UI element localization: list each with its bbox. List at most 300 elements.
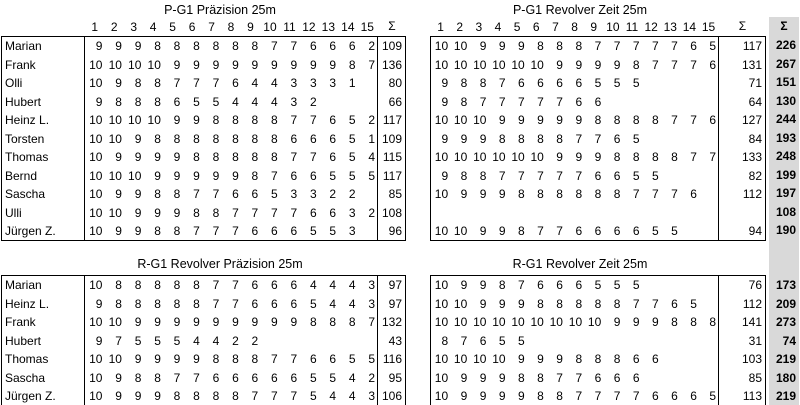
- score-cell: 4: [251, 94, 259, 109]
- score-cell: 6: [575, 278, 583, 292]
- grand-totals-top: [769, 36, 799, 240]
- score-cell: 9: [95, 39, 103, 53]
- score-cell: 7: [498, 168, 506, 183]
- score-cell: 6: [271, 296, 278, 311]
- score-cell: 10: [473, 315, 487, 329]
- column-header: 9: [590, 20, 598, 34]
- score-cell: 5: [368, 168, 376, 183]
- score-cell: 6: [671, 296, 678, 311]
- shooter-name: Olli: [5, 76, 23, 90]
- score-cell: 7: [193, 370, 200, 385]
- score-cell: 7: [251, 389, 259, 403]
- series-sum: [719, 204, 765, 223]
- score-cell: 5: [652, 168, 659, 183]
- score-cell: 10: [434, 370, 449, 385]
- score-row: [85, 111, 377, 130]
- score-cell: 10: [128, 57, 142, 72]
- score-row: [85, 313, 377, 332]
- score-cell: 7: [368, 57, 376, 72]
- sums-p-praezision: [378, 36, 406, 241]
- score-cell: 6: [251, 296, 259, 311]
- series-sum: 115: [382, 150, 402, 164]
- score-cell: 3: [290, 187, 298, 201]
- score-cell: 6: [537, 278, 544, 292]
- score-cell: 2: [368, 205, 376, 220]
- score-cell: 7: [690, 57, 697, 72]
- score-cell: 10: [453, 296, 468, 311]
- score-cell: 5: [671, 224, 678, 238]
- score-cell: 10: [530, 150, 544, 164]
- score-cell: 8: [479, 76, 487, 90]
- score-cell: 9: [498, 389, 506, 403]
- series-sum: 66: [388, 94, 402, 109]
- score-cell: 9: [95, 94, 103, 109]
- series-sum: 82: [748, 168, 762, 183]
- score-cell: 1: [368, 131, 376, 146]
- score-cell: 7: [575, 370, 583, 385]
- table-title-r-praezision: R-G1 Revolver Präzision 25m: [137, 257, 303, 271]
- score-cell: 8: [556, 389, 563, 403]
- score-cell: 3: [368, 296, 376, 311]
- series-sum: 117: [382, 168, 402, 183]
- score-cell: 2: [251, 333, 259, 348]
- score-cell: 8: [115, 94, 122, 109]
- score-cell: 10: [530, 315, 544, 329]
- score-cell: 8: [193, 389, 200, 403]
- score-cell: 5: [348, 150, 356, 164]
- score-cell: [699, 332, 718, 351]
- score-row: [431, 332, 718, 351]
- score-cell: 9: [173, 205, 181, 220]
- score-cell: 8: [594, 187, 602, 201]
- score-cell: 10: [108, 352, 122, 366]
- score-cell: 9: [115, 224, 122, 238]
- score-cell: 9: [460, 370, 468, 385]
- score-cell: 7: [556, 94, 563, 109]
- score-cell: [699, 295, 718, 314]
- score-row: [85, 222, 377, 241]
- score-cell: 8: [613, 187, 621, 201]
- score-cell: [584, 332, 603, 351]
- score-cell: 5: [709, 389, 717, 403]
- score-row: [431, 313, 718, 332]
- scores-p-zeit: [430, 36, 719, 241]
- score-cell: [280, 332, 299, 351]
- score-cell: 2: [368, 370, 376, 385]
- score-cell: 10: [492, 57, 506, 72]
- score-cell: 6: [290, 224, 298, 238]
- score-cell: 5: [212, 94, 220, 109]
- score-cell: 8: [232, 39, 239, 53]
- score-cell: 6: [556, 76, 563, 90]
- score-cell: 5: [613, 76, 621, 90]
- score-cell: 10: [108, 113, 122, 127]
- column-header: 11: [625, 20, 639, 34]
- score-cell: 8: [575, 296, 583, 311]
- score-cell: 9: [498, 224, 506, 238]
- grand-total: 74: [782, 333, 796, 348]
- column-header: 15: [701, 20, 716, 34]
- score-cell: [338, 332, 357, 351]
- score-cell: [319, 332, 338, 351]
- score-cell: 9: [173, 113, 181, 127]
- score-cell: [527, 204, 546, 223]
- column-header: 2: [110, 20, 118, 34]
- score-cell: 6: [309, 205, 317, 220]
- score-cell: 5: [368, 352, 376, 366]
- scores-r-praezision: [84, 275, 378, 405]
- score-cell: 8: [537, 131, 544, 146]
- score-cell: 8: [173, 224, 181, 238]
- score-cell: 6: [290, 131, 298, 146]
- score-cell: 8: [479, 168, 487, 183]
- score-cell: 8: [518, 131, 525, 146]
- score-row: [85, 148, 377, 167]
- score-cell: 9: [441, 131, 449, 146]
- scores-r-zeit: [430, 275, 719, 405]
- score-cell: 10: [89, 131, 103, 146]
- score-cell: 7: [479, 94, 487, 109]
- score-cell: [699, 369, 718, 388]
- score-cell: 9: [329, 57, 337, 72]
- score-cell: 6: [271, 278, 278, 292]
- score-cell: 6: [709, 57, 717, 72]
- series-sum: 117: [742, 39, 762, 53]
- score-cell: 7: [368, 315, 376, 329]
- grand-total: 273: [775, 315, 796, 329]
- score-cell: 8: [594, 296, 602, 311]
- score-cell: 8: [271, 113, 278, 127]
- score-cell: 8: [575, 352, 583, 366]
- score-cell: 8: [154, 187, 161, 201]
- score-cell: [680, 130, 699, 149]
- score-cell: [358, 93, 377, 112]
- score-cell: [338, 93, 357, 112]
- score-cell: 9: [193, 168, 200, 183]
- grand-total: 108: [775, 204, 796, 219]
- score-cell: 6: [309, 39, 317, 53]
- score-cell: 7: [115, 333, 122, 348]
- score-cell: 7: [632, 296, 640, 311]
- score-cell: 9: [575, 150, 583, 164]
- score-cell: 5: [348, 168, 356, 183]
- sums-p-zeit: [719, 36, 766, 241]
- score-cell: [661, 167, 680, 186]
- score-cell: 8: [212, 131, 220, 146]
- shooter-name: Sascha: [5, 370, 46, 385]
- grand-total: 180: [775, 370, 796, 385]
- score-cell: [680, 93, 699, 112]
- score-cell: 6: [329, 205, 337, 220]
- score-cell: 9: [271, 315, 278, 329]
- column-header: 5: [169, 20, 176, 34]
- table-title-r-zeit: R-G1 Revolver Zeit 25m: [512, 257, 648, 271]
- score-cell: [603, 204, 622, 223]
- score-cell: 8: [652, 113, 659, 127]
- score-cell: 6: [594, 168, 602, 183]
- score-cell: 3: [309, 187, 317, 201]
- score-cell: 9: [518, 352, 525, 366]
- score-cell: 8: [251, 150, 259, 164]
- series-sum: 132: [381, 315, 402, 329]
- grand-total: 197: [775, 186, 796, 200]
- score-cell: 9: [173, 150, 181, 164]
- score-cell: 9: [518, 39, 525, 53]
- series-sum: 97: [388, 296, 402, 311]
- score-cell: 6: [537, 76, 544, 90]
- series-sum: 95: [388, 370, 402, 385]
- score-cell: 6: [290, 370, 298, 385]
- score-cell: 7: [709, 150, 717, 164]
- score-cell: 8: [348, 315, 356, 329]
- score-cell: [699, 350, 718, 369]
- score-cell: 9: [479, 389, 487, 403]
- score-cell: [299, 332, 318, 351]
- score-cell: 10: [89, 224, 103, 238]
- score-cell: 5: [329, 370, 337, 385]
- score-cell: 10: [89, 389, 103, 403]
- series-sum: 109: [381, 131, 402, 146]
- score-cell: 7: [251, 205, 259, 220]
- score-cell: 6: [290, 168, 298, 183]
- series-sum: 112: [742, 296, 762, 311]
- score-cell: 4: [329, 389, 337, 403]
- score-cell: 10: [147, 57, 161, 72]
- score-cell: 4: [348, 370, 356, 385]
- score-cell: 9: [154, 168, 161, 183]
- score-cell: 9: [193, 113, 200, 127]
- score-cell: 7: [232, 278, 239, 292]
- score-cell: 9: [95, 296, 103, 311]
- score-cell: 10: [89, 76, 103, 90]
- score-cell: 8: [518, 370, 525, 385]
- grand-total: 151: [775, 75, 796, 89]
- score-cell: 5: [594, 278, 602, 292]
- names-r-g1: [1, 275, 84, 405]
- score-cell: [565, 332, 584, 351]
- score-cell: 9: [134, 352, 142, 366]
- score-cell: [622, 204, 641, 223]
- score-cell: 9: [594, 57, 602, 72]
- column-header: 12: [302, 20, 316, 34]
- score-cell: 10: [108, 168, 122, 183]
- series-sum: 31: [748, 333, 762, 348]
- score-row: [431, 369, 718, 388]
- score-cell: 5: [518, 333, 525, 348]
- score-cell: 7: [212, 278, 220, 292]
- score-cell: 8: [632, 57, 640, 72]
- column-header: 8: [571, 20, 578, 34]
- score-cell: 8: [594, 113, 602, 127]
- score-cell: 4: [251, 76, 259, 90]
- score-cell: 8: [193, 150, 200, 164]
- shooter-name: Sascha: [5, 187, 46, 201]
- score-cell: 9: [212, 315, 220, 329]
- score-cell: 5: [652, 224, 659, 238]
- score-cell: 5: [709, 39, 717, 53]
- score-cell: 10: [434, 187, 449, 201]
- grand-total-spacer: [769, 240, 799, 277]
- score-cell: [699, 130, 718, 149]
- score-cell: 6: [232, 370, 239, 385]
- table-title-p-zeit: P-G1 Revolver Zeit 25m: [512, 3, 648, 17]
- score-cell: 6: [329, 113, 337, 127]
- score-cell: 8: [498, 278, 506, 292]
- series-sum: 96: [388, 224, 402, 238]
- score-cell: 9: [537, 352, 544, 366]
- score-cell: 9: [134, 131, 142, 146]
- score-cell: 8: [329, 315, 337, 329]
- score-row: [431, 295, 718, 314]
- score-cell: 6: [271, 224, 278, 238]
- score-cell: 6: [518, 76, 525, 90]
- score-cell: [661, 130, 680, 149]
- score-cell: 6: [594, 370, 602, 385]
- column-header: 6: [532, 20, 540, 34]
- grand-total: 267: [775, 56, 796, 71]
- score-cell: 7: [518, 278, 525, 292]
- sum-header-right: Σ: [738, 19, 747, 33]
- score-cell: 7: [594, 131, 602, 146]
- shooter-name: Jürgen Z.: [5, 224, 56, 238]
- score-cell: [680, 332, 699, 351]
- score-cell: 8: [134, 76, 142, 90]
- column-header: 4: [494, 20, 502, 34]
- score-cell: [661, 204, 680, 223]
- score-cell: 5: [632, 278, 640, 292]
- score-cell: 9: [441, 76, 449, 90]
- score-cell: 6: [251, 278, 259, 292]
- sum-header-left: Σ: [388, 19, 396, 33]
- column-header: 4: [149, 20, 157, 34]
- score-cell: 7: [632, 39, 640, 53]
- score-cell: 1: [348, 76, 356, 90]
- score-cell: 8: [632, 150, 640, 164]
- column-header: 12: [644, 20, 658, 34]
- score-cell: 9: [115, 39, 122, 53]
- score-cell: 8: [193, 296, 200, 311]
- score-cell: 2: [309, 94, 317, 109]
- score-cell: 8: [232, 131, 239, 146]
- score-cell: [358, 74, 377, 93]
- score-cell: 8: [251, 352, 259, 366]
- score-row: [85, 295, 377, 314]
- score-cell: 7: [290, 205, 298, 220]
- score-cell: [699, 222, 718, 241]
- score-cell: 6: [575, 224, 583, 238]
- score-cell: 7: [671, 39, 678, 53]
- score-cell: 6: [690, 187, 697, 201]
- score-cell: 8: [575, 187, 583, 201]
- score-cell: 6: [690, 39, 697, 53]
- score-cell: [680, 74, 699, 93]
- column-header: 7: [552, 20, 559, 34]
- score-cell: [699, 93, 718, 112]
- score-cell: 9: [556, 150, 563, 164]
- score-cell: 9: [95, 333, 103, 348]
- score-cell: 7: [232, 296, 239, 311]
- score-cell: [699, 204, 718, 223]
- series-sum: 64: [748, 94, 762, 109]
- shooter-name: Hubert: [5, 333, 42, 348]
- score-cell: 6: [212, 370, 220, 385]
- score-cell: 10: [128, 168, 142, 183]
- score-cell: 9: [556, 57, 563, 72]
- score-cell: 9: [575, 57, 583, 72]
- score-cell: [661, 332, 680, 351]
- column-header: 9: [247, 20, 254, 34]
- score-cell: 9: [115, 76, 122, 90]
- score-row: [85, 369, 377, 388]
- score-cell: 9: [212, 168, 220, 183]
- column-header: 1: [437, 20, 444, 34]
- score-cell: 8: [537, 296, 544, 311]
- score-cell: 7: [290, 389, 298, 403]
- score-cell: 8: [134, 278, 142, 292]
- score-cell: 2: [232, 333, 239, 348]
- score-cell: 10: [89, 370, 103, 385]
- score-cell: 8: [271, 131, 278, 146]
- score-cell: 7: [498, 94, 506, 109]
- score-cell: 6: [556, 278, 563, 292]
- score-cell: 10: [89, 278, 103, 292]
- score-cell: 10: [549, 315, 563, 329]
- score-cell: 8: [154, 370, 161, 385]
- score-cell: 8: [173, 39, 181, 53]
- score-cell: 9: [173, 315, 181, 329]
- column-headers-right: [430, 19, 719, 36]
- score-cell: 4: [193, 333, 200, 348]
- score-row: [85, 350, 377, 369]
- score-cell: 10: [434, 224, 449, 238]
- score-cell: 7: [498, 76, 506, 90]
- score-cell: 7: [652, 57, 659, 72]
- score-cell: 8: [460, 94, 468, 109]
- score-cell: 10: [511, 57, 525, 72]
- column-header: 1: [91, 20, 99, 34]
- score-cell: [680, 167, 699, 186]
- score-cell: 10: [473, 150, 487, 164]
- score-cell: [661, 74, 680, 93]
- series-sum: 85: [388, 187, 402, 201]
- score-cell: 9: [518, 389, 525, 403]
- score-cell: 6: [690, 389, 697, 403]
- score-cell: 7: [193, 187, 200, 201]
- score-cell: 6: [309, 352, 317, 366]
- shooter-name: Marian: [5, 278, 42, 292]
- score-cell: 8: [193, 131, 200, 146]
- score-row: [431, 56, 718, 75]
- column-header: 5: [513, 20, 521, 34]
- score-cell: 8: [115, 278, 122, 292]
- score-cell: 7: [271, 168, 278, 183]
- score-cell: [358, 222, 377, 241]
- score-cell: [508, 204, 527, 223]
- series-sum: 113: [742, 389, 762, 403]
- shooter-name: Heinz L.: [5, 296, 50, 311]
- score-cell: 6: [251, 187, 259, 201]
- score-cell: 5: [329, 224, 337, 238]
- score-cell: 10: [434, 315, 449, 329]
- score-cell: 8: [134, 94, 142, 109]
- series-sum: 141: [741, 315, 762, 329]
- score-cell: 9: [173, 352, 181, 366]
- score-cell: 6: [232, 76, 239, 90]
- score-cell: 8: [690, 315, 697, 329]
- score-cell: 5: [632, 168, 640, 183]
- score-cell: 9: [479, 278, 487, 292]
- series-sum: 103: [741, 352, 762, 366]
